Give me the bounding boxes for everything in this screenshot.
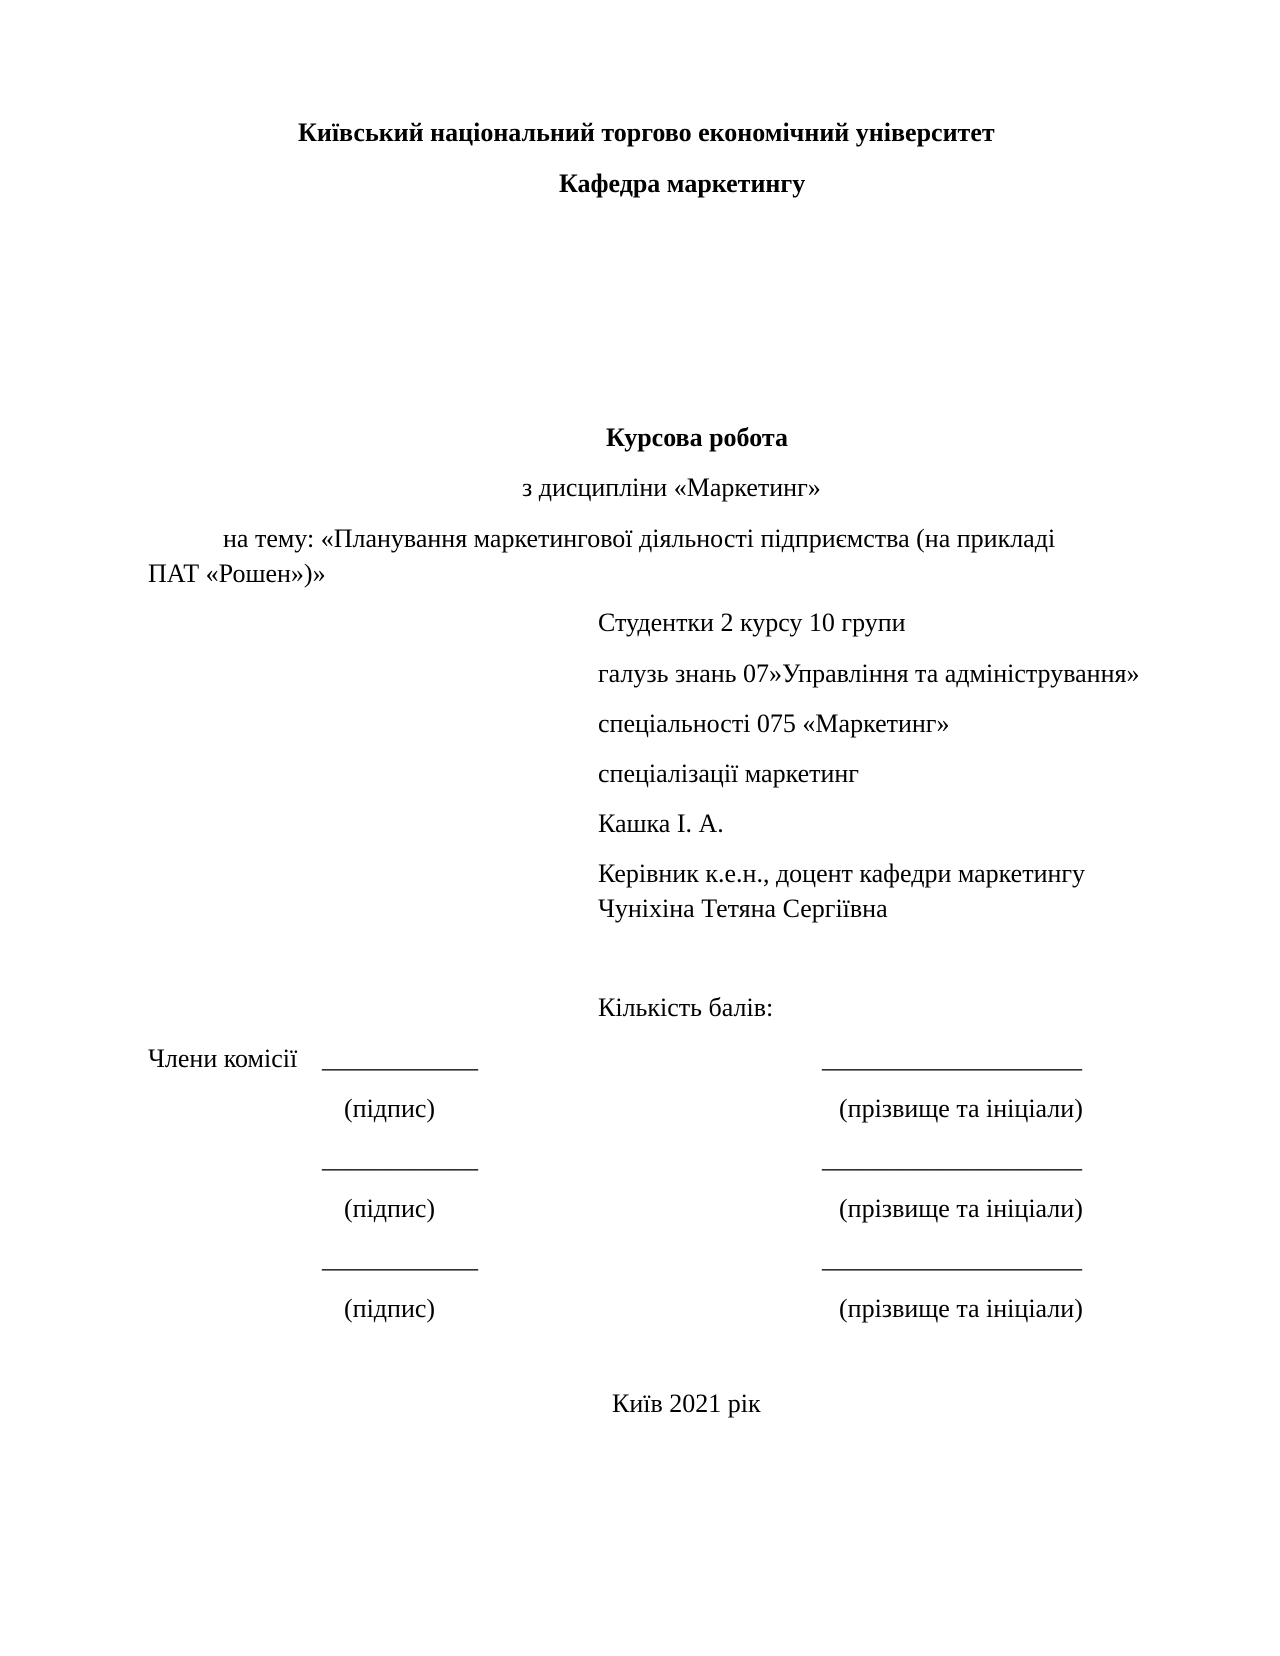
name-blank: ____________________ — [822, 1044, 1082, 1073]
topic-line-2: ПАТ «Рошен»)» — [148, 559, 326, 588]
name-caption: (прізвище та ініціали) — [839, 1294, 1083, 1323]
university-name: Київський національний торгово економічний університет — [298, 118, 995, 147]
name-caption: (прізвище та ініціали) — [839, 1194, 1083, 1223]
discipline-line: з дисципліни «Маркетинг» — [522, 473, 821, 502]
score-label: Кількість балів: — [598, 993, 774, 1022]
student-course-group: Студентки 2 курсу 10 групи — [598, 608, 906, 637]
signature-caption: (підпис) — [344, 1294, 436, 1323]
specialization: спеціалізації маркетинг — [598, 759, 859, 788]
signature-blank: ____________ — [322, 1244, 478, 1273]
supervisor-title: Керівник к.е.н., доцент кафедри маркетингу — [598, 859, 1086, 888]
work-type-title: Курсова робота — [606, 423, 788, 452]
name-caption: (прізвище та ініціали) — [839, 1094, 1083, 1123]
signature-blank: ____________ — [322, 1044, 478, 1073]
student-name: Кашка І. А. — [598, 809, 724, 838]
name-blank: ____________________ — [822, 1244, 1082, 1273]
name-blank: ____________________ — [822, 1144, 1082, 1173]
supervisor-name: Чуніхіна Тетяна Сергіївна — [598, 894, 888, 923]
field-of-knowledge: галузь знань 07»Управління та адміністрування» — [598, 659, 1140, 688]
signature-caption: (підпис) — [344, 1194, 436, 1223]
topic-line-1: на тему: «Планування маркетингової діяльності підприємства (на прикладі — [223, 524, 1056, 553]
signature-caption: (підпис) — [344, 1094, 436, 1123]
signature-blank: ____________ — [322, 1144, 478, 1173]
department-name: Кафедра маркетингу — [559, 169, 806, 198]
specialty: спеціальності 075 «Маркетинг» — [598, 709, 950, 738]
city-year: Київ 2021 рік — [612, 1389, 761, 1418]
commission-label: Члени комісії — [148, 1044, 298, 1073]
